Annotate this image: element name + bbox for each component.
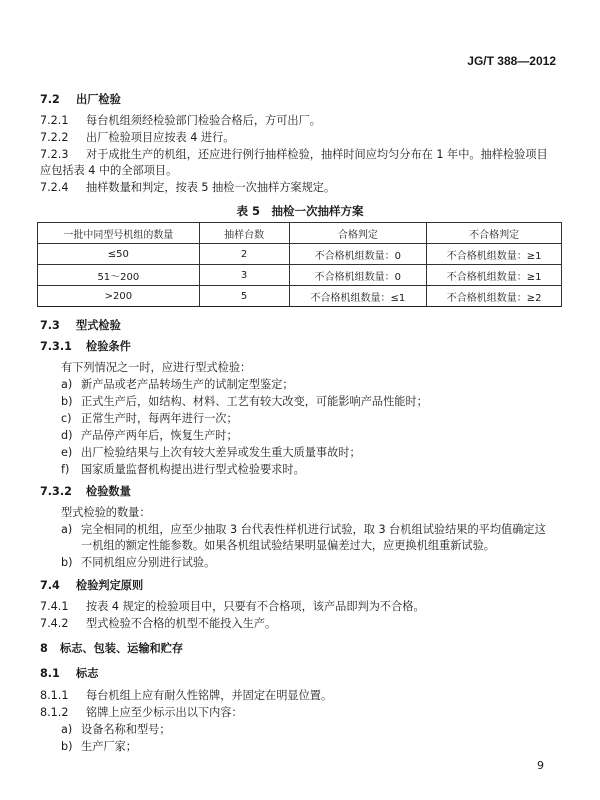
list-item: a) 设备名称和型号；	[61, 723, 171, 736]
sampling-table	[37, 222, 562, 307]
table-cell: ≤50	[38, 244, 200, 265]
list-item: d) 产品停产两年后，恢复生产时；	[61, 429, 238, 442]
subsection-heading: 7.3.1 检验条件	[40, 340, 131, 353]
clause-continuation: 应包括表 4 中的全部项目。	[40, 164, 178, 177]
list-item-continuation: 一机组的额定性能参数。如果各机组试验结果明显偏差过大，应更换机组重新试验。	[81, 539, 495, 552]
list-item: c) 正常生产时，每两年进行一次；	[61, 412, 238, 425]
table-row	[38, 244, 562, 265]
section-heading: 7.2 出厂检验	[40, 93, 121, 106]
table-cell: 不合格机组数量：≥2	[427, 286, 562, 307]
clause: 7.4.2 型式检验不合格的机型不能投入生产。	[40, 617, 277, 630]
list-item: f) 国家质量监督机构提出进行型式检验要求时。	[61, 463, 305, 476]
table-cell: 不合格机组数量：≤1	[289, 286, 427, 307]
table-header: 不合格判定	[427, 223, 562, 244]
table-row	[38, 286, 562, 307]
paragraph: 型式检验的数量：	[61, 506, 151, 519]
list-item: e) 出厂检验结果与上次有较大差异或发生重大质量事故时；	[61, 446, 361, 459]
subsection-heading: 7.3.2 检验数量	[40, 485, 131, 498]
chapter-heading: 8 标志、包装、运输和贮存	[40, 642, 184, 655]
table-cell: 51～200	[38, 265, 200, 286]
list-item: a) 完全相同的机组，应至少抽取 3 台代表性样机进行试验，取 3 台机组试验结果的平均值确定这	[61, 523, 546, 536]
section-heading: 7.4 检验判定原则	[40, 579, 144, 592]
list-item: a) 新产品或老产品转场生产的试制定型鉴定；	[61, 378, 294, 391]
table-caption: 表 5 抽检一次抽样方案	[236, 204, 364, 218]
table-header: 一批中同型号机组的数量	[38, 223, 200, 244]
table-header-row	[38, 223, 562, 244]
section-heading: 7.3 型式检验	[40, 319, 121, 332]
list-item: b) 正式生产后，如结构、材料、工艺有较大改变，可能影响产品性能时；	[61, 395, 428, 408]
clause: 7.4.1 按表 4 规定的检验项目中，只要有不合格项，该产品即判为不合格。	[40, 600, 425, 613]
table-cell: 不合格机组数量：≥1	[427, 244, 562, 265]
clause: 7.2.4 抽样数量和判定，按表 5 抽检一次抽样方案规定。	[40, 181, 336, 194]
clause: 7.2.3 对于成批生产的机组，还应进行例行抽样检验，抽样时间应均匀分布在 1 年中。抽样检验项目	[40, 148, 548, 161]
clause: 7.2.1 每台机组须经检验部门检验合格后，方可出厂。	[40, 114, 321, 127]
table-cell: 不合格机组数量：≥1	[427, 265, 562, 286]
standard-code: JG/T 388—2012	[467, 54, 556, 68]
table-row	[38, 265, 562, 286]
list-item: b) 不同机组应分别进行试验。	[61, 556, 216, 569]
table-cell: 3	[199, 265, 289, 286]
table-cell: >200	[38, 286, 200, 307]
table-header: 抽样台数	[199, 223, 289, 244]
table-header: 合格判定	[289, 223, 427, 244]
paragraph: 有下列情况之一时，应进行型式检验：	[61, 361, 252, 374]
section-heading: 8.1 标志	[40, 667, 99, 680]
table-cell: 不合格机组数量：0	[289, 244, 427, 265]
list-item: b) 生产厂家；	[61, 740, 137, 753]
clause: 8.1.2 铭牌上应至少标示出以下内容：	[40, 706, 243, 719]
table-cell: 5	[199, 286, 289, 307]
table-cell: 不合格机组数量：0	[289, 265, 427, 286]
clause: 8.1.1 每台机组上应有耐久性铭牌，并固定在明显位置。	[40, 689, 333, 702]
table-cell: 2	[199, 244, 289, 265]
clause: 7.2.2 出厂检验项目应按表 4 进行。	[40, 131, 235, 144]
page-number: 9	[537, 759, 544, 772]
